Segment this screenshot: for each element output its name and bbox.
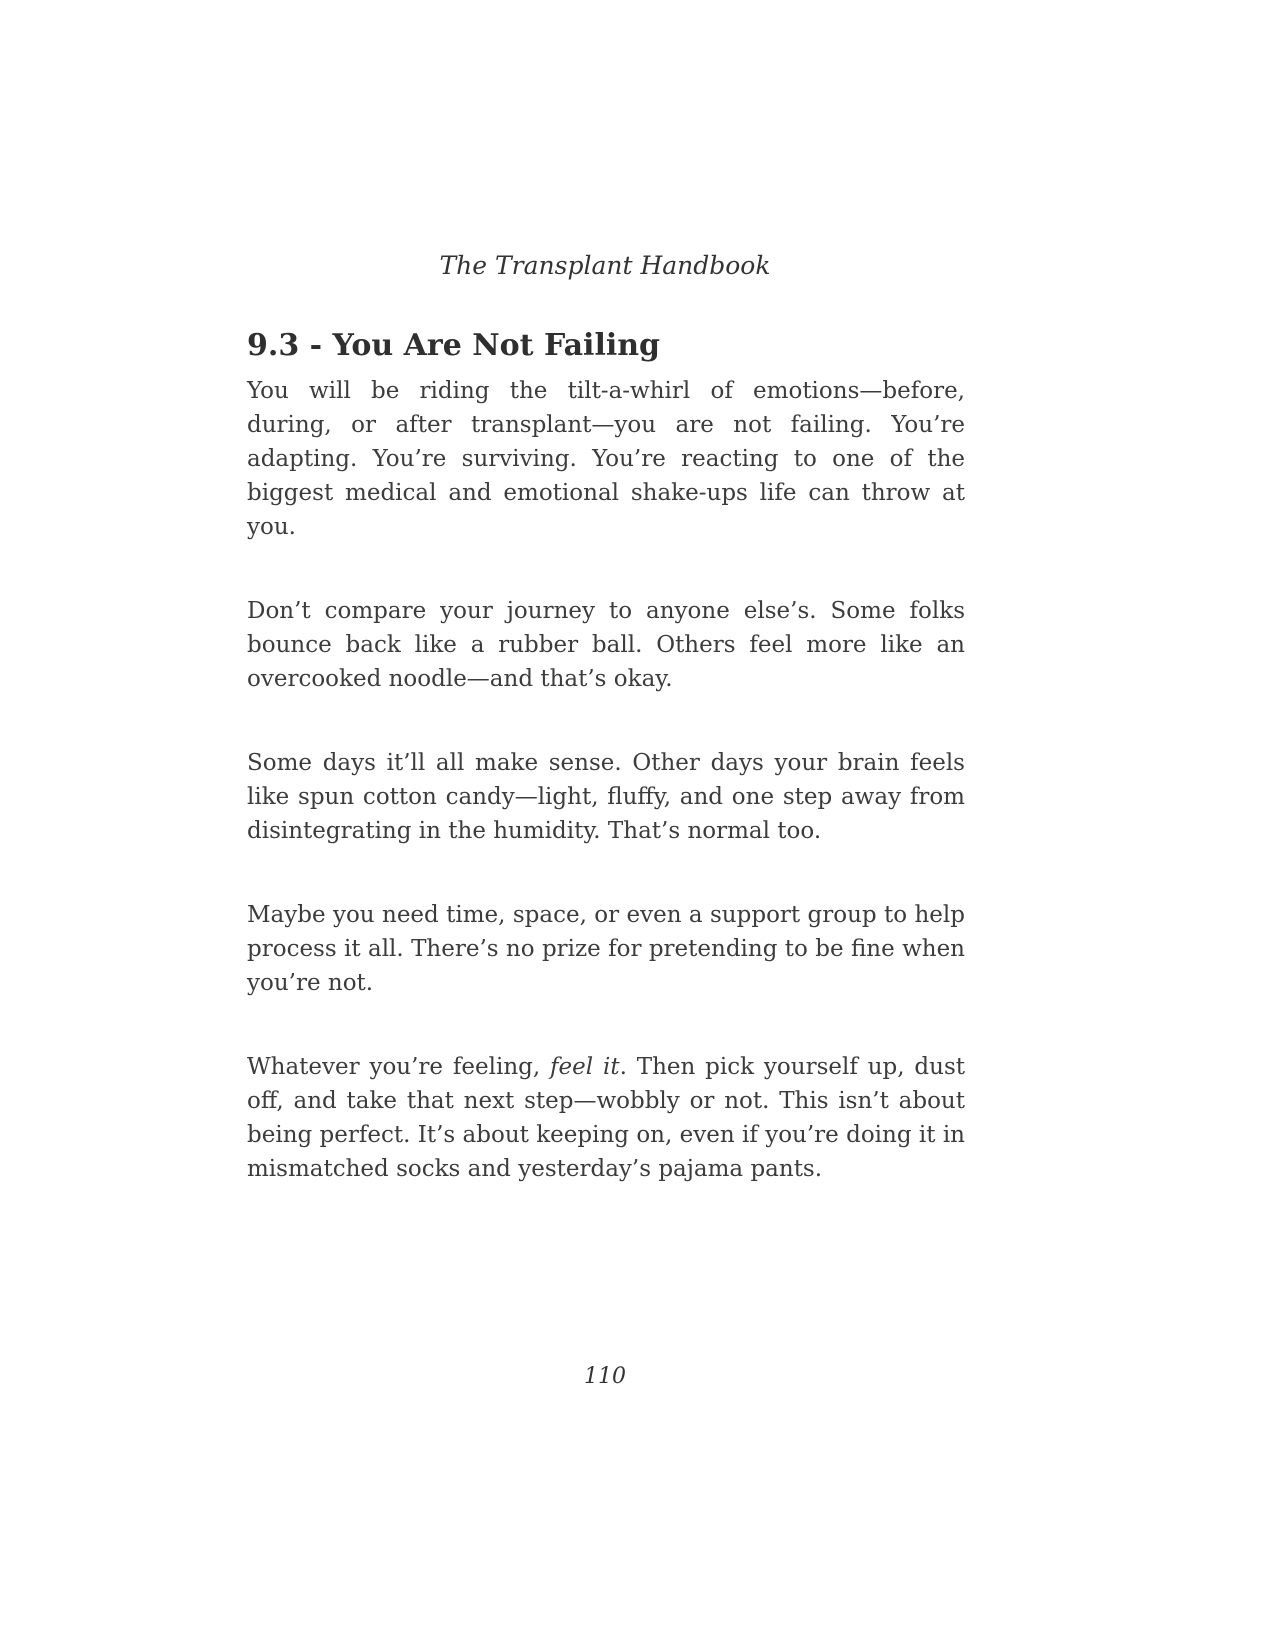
emphasis-text: feel it bbox=[550, 1054, 620, 1080]
paragraph-last bbox=[247, 1050, 965, 1186]
paragraph: Some days it’ll all make sense. Other days your brain feels like spun cotton candy—light, fluffy, and one step away from disintegrating in the humidity. That’s normal too. bbox=[247, 750, 965, 844]
page-number: 110 bbox=[584, 1364, 626, 1389]
paragraph: Maybe you need time, space, or even a support group to help process it all. There’s no prize for pretending to be fine when you’re not. bbox=[247, 902, 965, 996]
paragraph: You will be riding the tilt-a-whirl of emotions—before, during, or after transplant—you are not failing. You’re adapting. You’re surviving. You’re reacting to one of the biggest medical and emotional shake-ups life can throw at you. bbox=[247, 378, 965, 540]
section-title: 9.3 - You Are Not Failing bbox=[247, 328, 661, 363]
paragraph-text-before: Whatever you’re feeling, bbox=[247, 1054, 551, 1080]
section-body bbox=[247, 326, 965, 1236]
paragraph-text-after: . Then pick yourself up, dust off, and take that next step—wobbly or not. This isn’t about being perfect. It’s about keeping on, even if you’re doing it in mismatched socks and yesterday’s pajama pants. bbox=[247, 1054, 965, 1182]
running-header: The Transplant Handbook bbox=[439, 251, 771, 280]
paragraph: Don’t compare your journey to anyone else’s. Some folks bounce back like a rubber ball. Others feel more like an overcooked noodle—and that’s okay. bbox=[247, 598, 965, 692]
